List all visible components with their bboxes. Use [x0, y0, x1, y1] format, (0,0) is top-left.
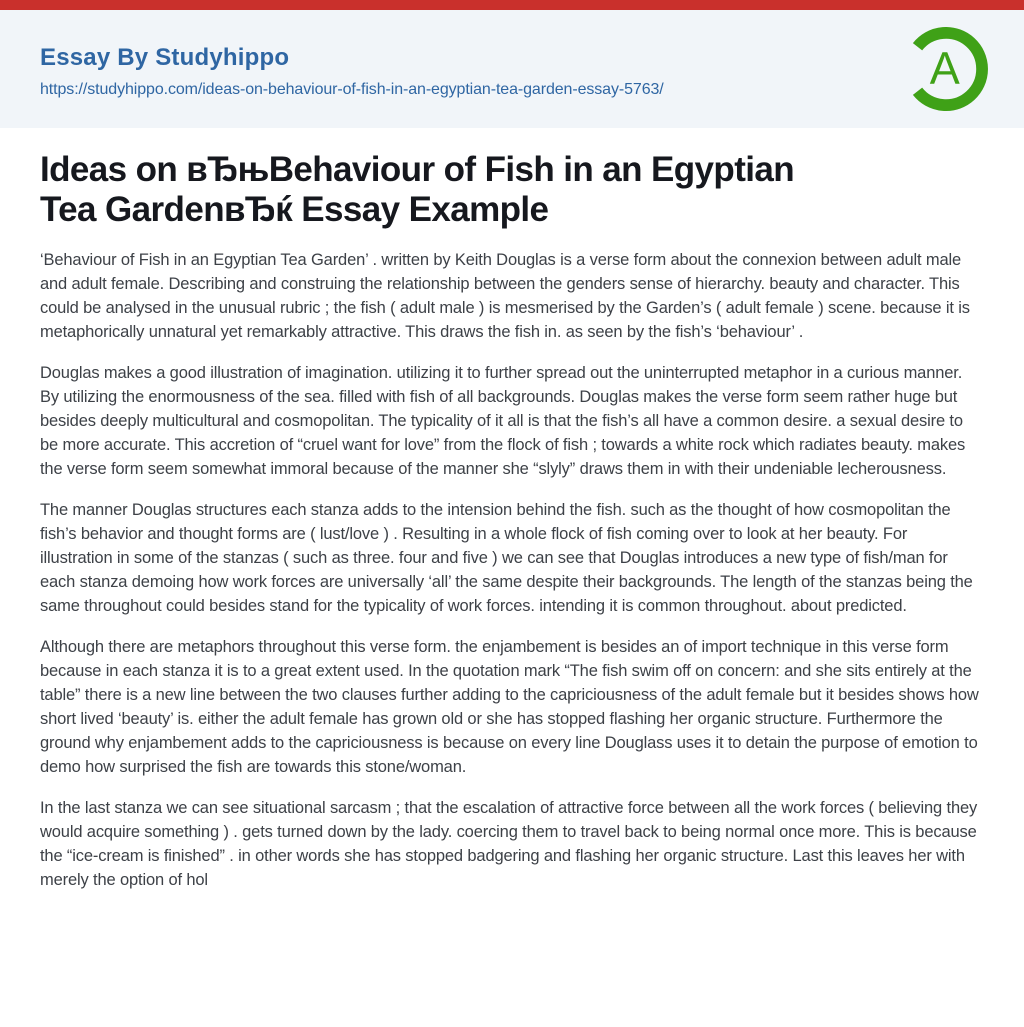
essay-paragraph: The manner Douglas structures each stanza adds to the intension behind the fish. such as the thought of how cosmopolitan the fish’s behavior and thought forms are ( lust/love ) . Resulting in a whole flock of fish coming over to look at her beauty. For illustration in some of the stanzas ( such as three. four and five ) we can see that Douglas introduces a new type of fish/man for each stanza demoing how work forces are universally ‘all’ the same despite their backgrounds. The length of the stanzas being the same throughout could besides stand for the typicality of work forces. intending it is common throughout. about predicted. — [40, 501, 973, 615]
essay-body — [40, 248, 984, 892]
essay-title-line2: Tea GardenвЂќ Essay Example — [40, 190, 549, 229]
essay-paragraph: Although there are metaphors throughout this verse form. the enjambement is besides an of import technique in this verse form because in each stanza it is to a great extent used. In the quotation mark “The fish swim off on concern: and she sits entirely at the table” there is a new line between the two clauses further adding to the capriciousness of the adult female but it besides shows how short lived ‘beauty’ is. either the adult female has grown old or she has stopped flashing her organic structure. Furthermore the ground why enjambement adds to the capriciousness is because on every line Douglass uses it to detain the purpose of emotion to demo how surprised the fish are towards this stone/woman. — [40, 638, 979, 776]
essay-content — [0, 128, 1024, 892]
page-header — [0, 10, 1024, 128]
header-text-block — [40, 39, 664, 99]
top-accent-bar — [0, 0, 1024, 10]
logo-letter: A — [929, 42, 960, 94]
essay-paragraph: ‘Behaviour of Fish in an Egyptian Tea Garden’ . written by Keith Douglas is a verse form about the connexion between adult male and adult female. Describing and construing the relationship between the genders sense of hierarchy. beauty and character. This could be analysed in the unusual rubric ; the fish ( adult male ) is mesmerised by the Garden’s ( adult female ) scene. because it is metaphorically unnatural yet remarkably attractive. This draws the fish in. as seen by the fish’s ‘behaviour’ . — [40, 251, 970, 341]
essay-title-line1: Ideas on вЂњBehaviour of Fish in an Egyptian — [40, 150, 795, 189]
essay-paragraph: Douglas makes a good illustration of imagination. utilizing it to further spread out the uninterrupted metaphor in a curious manner. By utilizing the enormousness of the sea. filled with fish of all backgrounds. Douglas makes the verse form seem rather huge but besides deeply multicultural and cosmopolitan. The typicality of it all is that the fish’s all have a common desire. a sexual desire to be more accurate. This accretion of “cruel want for love” from the flock of fish ; towards a white rock which radiates beauty. makes the verse form seem somewhat immoral because of the manner she “slyly” draws them in with their undeniable lecherousness. — [40, 364, 966, 478]
essay-title — [40, 150, 984, 230]
studyhippo-logo-icon[interactable] — [904, 27, 988, 111]
essay-url-link[interactable]: https://studyhippo.com/ideas-on-behaviour-of-fish-in-an-egyptian-tea-garden-essay-5763/ — [40, 81, 664, 99]
site-title-link[interactable]: Essay By Studyhippo — [40, 43, 290, 71]
essay-paragraph: In the last stanza we can see situational sarcasm ; that the escalation of attractive force between all the work forces ( believing they would acquire something ) . gets turned down by the lady. coercing them to travel back to being normal once more. This is because the “ice-cream is finished” . in other words she has stopped badgering and flashing her organic structure. Last this leaves her with merely the option of hol — [40, 799, 978, 889]
